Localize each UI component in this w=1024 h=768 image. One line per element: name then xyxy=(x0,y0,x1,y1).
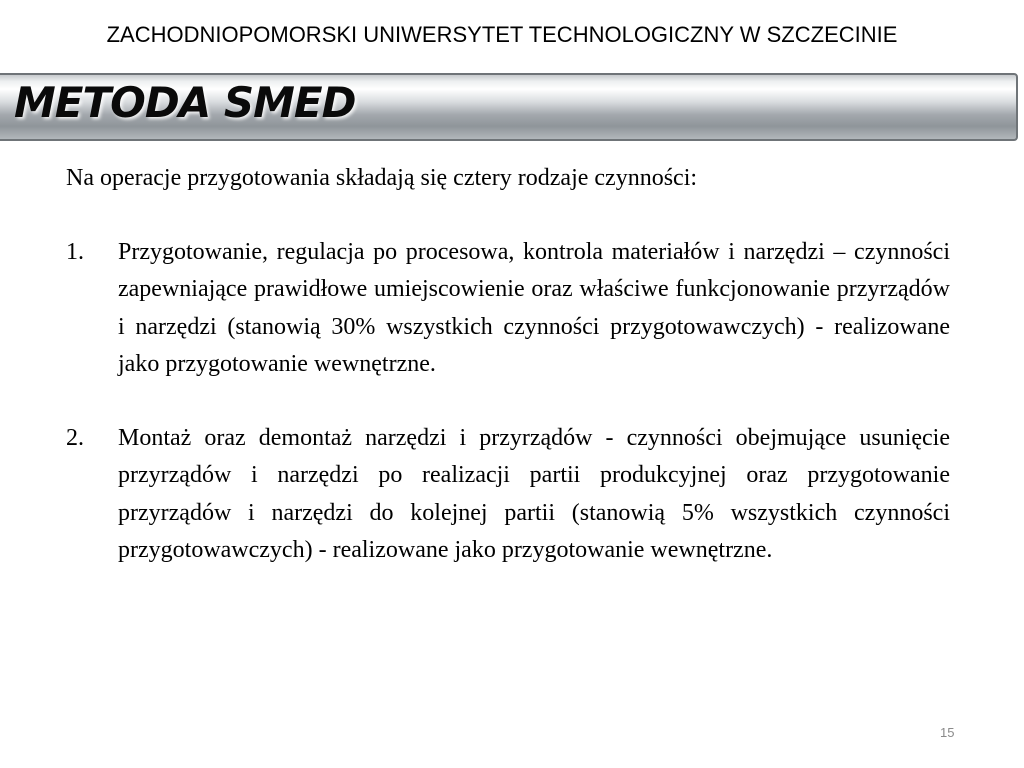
university-header: ZACHODNIOPOMORSKI UNIWERSYTET TECHNOLOGICZNY W SZCZECINIE xyxy=(106,22,898,47)
list-item xyxy=(66,234,950,384)
list-item-text: Przygotowanie, regulacja po procesowa, kontrola materiałów i narzędzi – czynności zapewniające prawidłowe umiejscowienie oraz właściwe funkcjonowanie przyrządów i narzędzi (stanowią 30% wszystkich czynności przygotowawczych) - realizowane jako przygotowanie wewnętrzne. xyxy=(118,238,950,377)
slide-title: METODA SMED xyxy=(14,78,356,127)
activity-list xyxy=(66,234,950,570)
list-item xyxy=(66,420,950,570)
page-number: 15 xyxy=(940,725,955,740)
intro-text: Na operacje przygotowania składają się cztery rodzaje czynności: xyxy=(66,165,698,191)
slide-content xyxy=(66,160,950,570)
list-marker: 2. xyxy=(66,424,84,451)
list-item-text: Montaż oraz demontaż narzędzi i przyrządów - czynności obejmujące usunięcie przyrządów i narzędzi po realizacji partii produkcyjnej oraz przygotowanie przyrządów i narzędzi do kolejnej partii (stanowią 5% wszystkich czynności przygotowawczych) - realizowane jako przygotowanie wewnętrzne. xyxy=(118,424,950,563)
list-marker: 1. xyxy=(66,238,84,265)
title-banner xyxy=(0,73,1018,141)
